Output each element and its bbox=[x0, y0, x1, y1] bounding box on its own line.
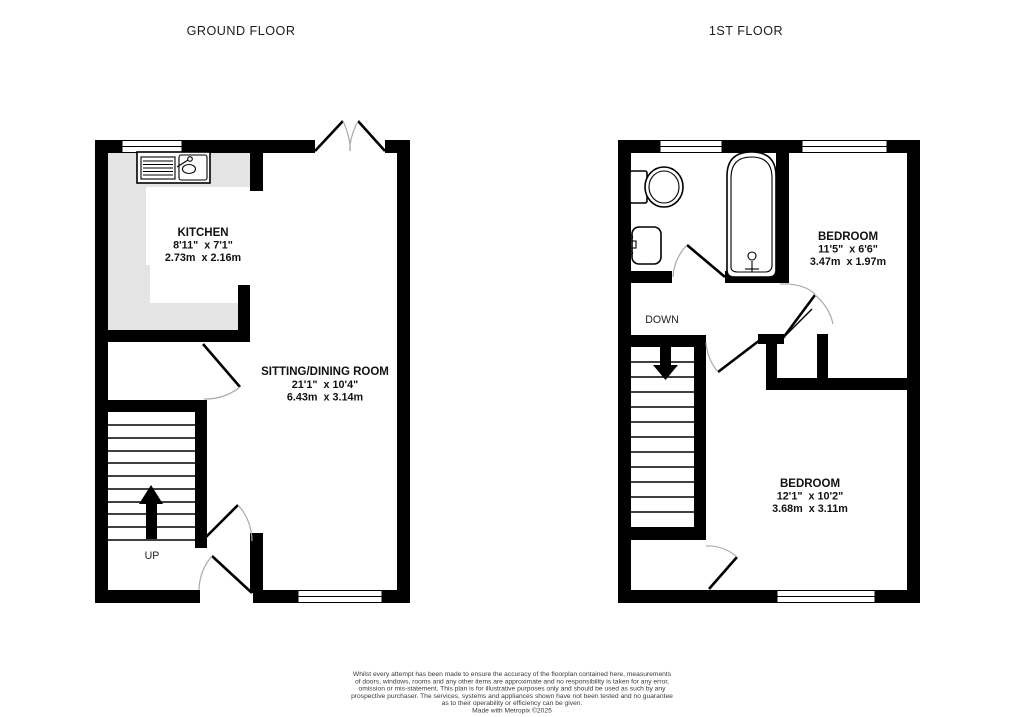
door-swing-arc bbox=[706, 546, 737, 557]
bedroom2-label bbox=[772, 478, 848, 515]
door-leaf bbox=[687, 245, 725, 277]
bedroom1-label bbox=[810, 231, 886, 268]
window bbox=[122, 141, 182, 153]
door-swing-arc bbox=[780, 284, 815, 294]
disclaimer-line: as to their operability or efficiency can be given. bbox=[441, 700, 583, 708]
sitting-room-door bbox=[200, 505, 252, 543]
room-dims-imperial: 21'1" x 10'4" bbox=[291, 379, 359, 391]
door-swing-arc bbox=[706, 343, 718, 372]
door-swing-arc bbox=[815, 295, 833, 324]
sitting-dining-label bbox=[261, 366, 389, 404]
toilet-icon bbox=[630, 167, 683, 207]
bedroom2-door bbox=[706, 340, 760, 372]
front-door bbox=[199, 556, 252, 593]
door-leaf bbox=[783, 295, 815, 338]
door-leaf bbox=[718, 340, 760, 372]
disclaimer-line: omission or mis-statement. This plan is for illustrative purposes only and should be used as such by any bbox=[358, 685, 666, 693]
window bbox=[298, 591, 382, 603]
door-leaf bbox=[212, 556, 252, 593]
ground-floor-title: GROUND FLOOR bbox=[186, 24, 296, 38]
basin-icon bbox=[628, 227, 661, 264]
ground-floor-plan bbox=[95, 121, 410, 603]
room-dims-imperial: 11'5" x 6'6" bbox=[818, 243, 878, 256]
door-leaf bbox=[358, 121, 385, 151]
disclaimer-line: prospective purchaser. The services, systems and appliances shown have not been tested and no guarantee bbox=[351, 692, 673, 700]
room-name: BEDROOM bbox=[779, 478, 841, 490]
disclaimer bbox=[351, 671, 673, 715]
disclaimer-line: Made with Metropix ©2025 bbox=[472, 707, 552, 715]
door-swing-arc bbox=[673, 245, 687, 277]
first-stairs bbox=[631, 362, 694, 512]
room-dims-imperial: 12'1" x 10'2" bbox=[776, 490, 844, 503]
window bbox=[802, 141, 887, 153]
door-swing-arc bbox=[199, 556, 212, 590]
french-doors bbox=[315, 121, 385, 151]
door-leaf bbox=[203, 344, 240, 387]
down-label: DOWN bbox=[645, 314, 679, 326]
bathroom-door bbox=[673, 245, 725, 277]
first-floor-plan bbox=[618, 140, 920, 603]
door-swing-arc bbox=[204, 387, 240, 399]
room-name: KITCHEN bbox=[177, 227, 229, 239]
disclaimer-line: of doors, windows, rooms and any other items are approximate and no responsibility is taken for any error, bbox=[354, 678, 670, 686]
door-leaf bbox=[315, 121, 343, 151]
room-dims-metric: 3.68m x 3.11m bbox=[772, 503, 848, 515]
bath-icon bbox=[727, 152, 776, 277]
door-swing-arc bbox=[238, 505, 252, 541]
door-leaf bbox=[709, 557, 737, 589]
up-label: UP bbox=[144, 550, 160, 562]
room-dims-metric: 6.43m x 3.14m bbox=[286, 391, 364, 404]
kitchen-sink-icon bbox=[137, 152, 210, 183]
kitchen-label bbox=[165, 227, 241, 264]
kitchen-door bbox=[203, 344, 240, 399]
bedroom1-door bbox=[780, 284, 833, 338]
disclaimer-line: Whilst every attempt has been made to ensure the accuracy of the floorplan contained here, measurements bbox=[352, 671, 672, 678]
room-name: BEDROOM bbox=[817, 231, 879, 243]
stair-foot-door bbox=[706, 546, 737, 589]
door-swing-arc bbox=[343, 121, 350, 151]
up-arrow-icon bbox=[139, 485, 163, 539]
room-dims-imperial: 8'11" x 7'1" bbox=[173, 239, 233, 252]
room-dims-metric: 3.47m x 1.97m bbox=[809, 256, 887, 268]
room-dims-metric: 2.73m x 2.16m bbox=[164, 252, 242, 264]
room-name: SITTING/DINING ROOM bbox=[261, 366, 389, 378]
door-swing-arc bbox=[350, 121, 358, 151]
door-leaf bbox=[783, 309, 812, 338]
window bbox=[660, 141, 722, 153]
first-floor-title: 1ST FLOOR bbox=[708, 24, 784, 38]
window bbox=[777, 591, 875, 603]
